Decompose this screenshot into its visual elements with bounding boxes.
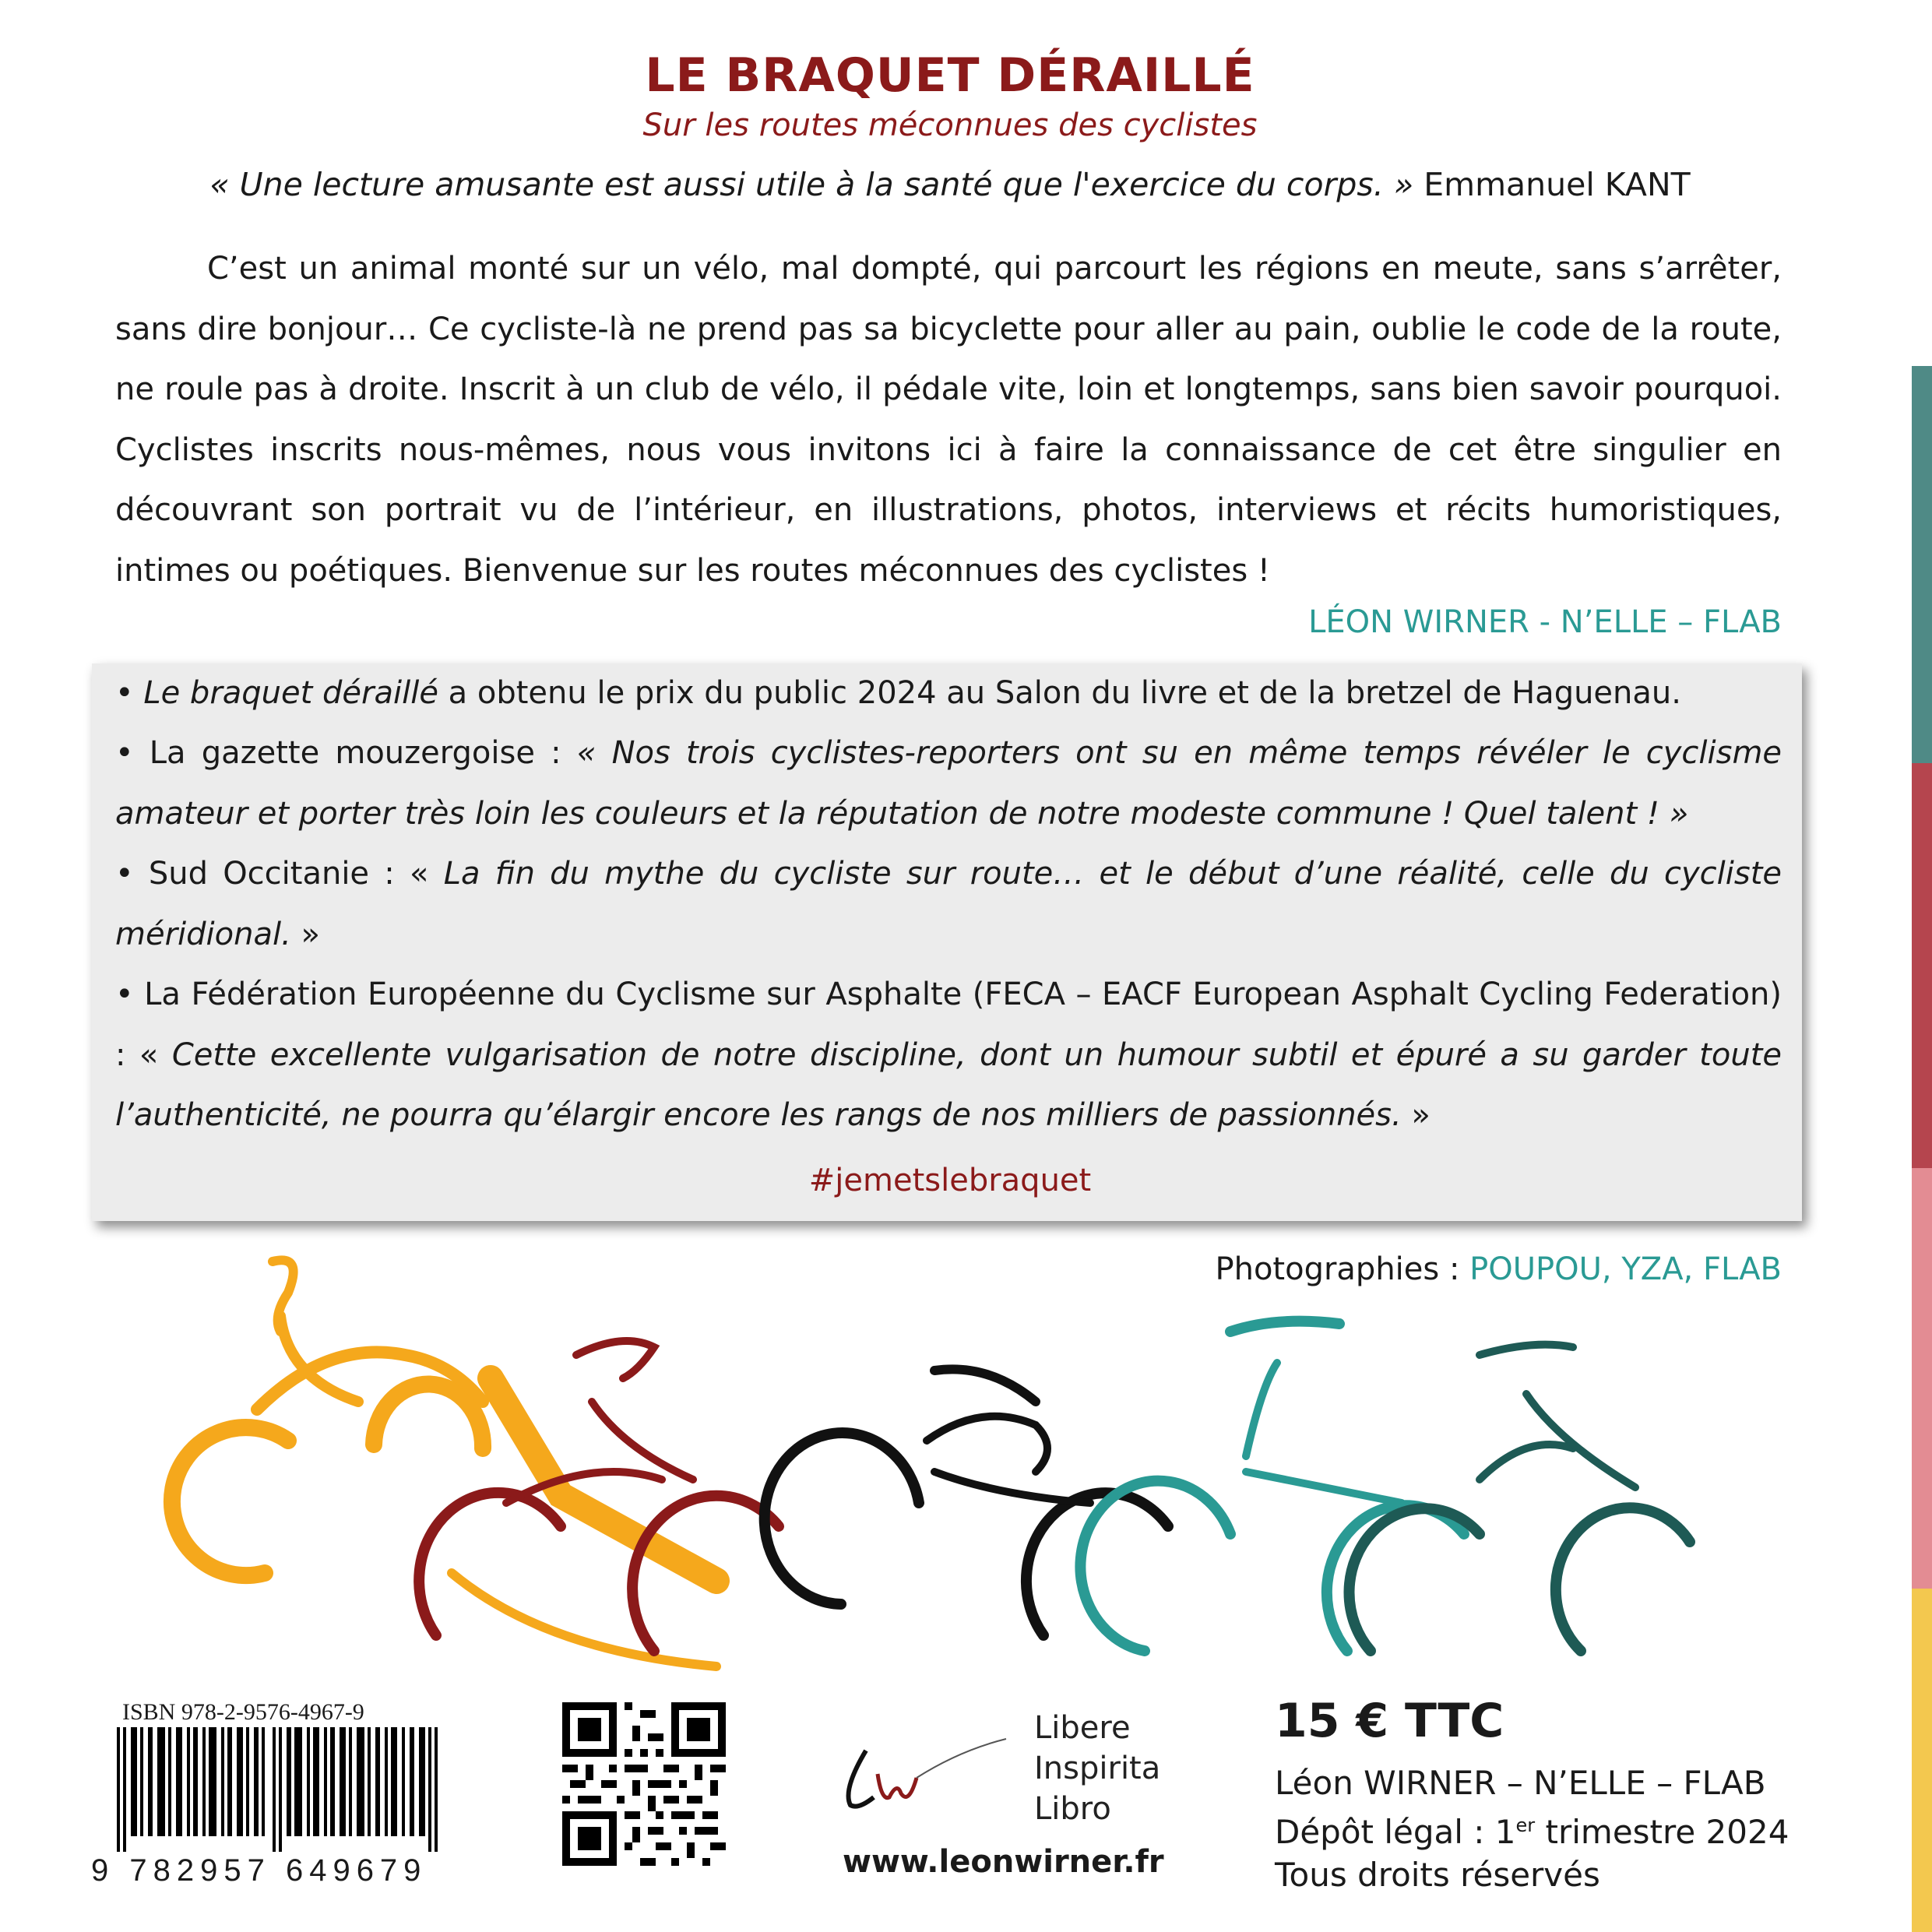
- cyclist-dark-teal-head: [1480, 1345, 1573, 1355]
- website-link[interactable]: www.leonwirner.fr: [843, 1844, 1164, 1880]
- review-gazette-source: La gazette mouzergoise :: [149, 735, 577, 771]
- cyclist-teal-head: [1230, 1321, 1339, 1332]
- cyclist-dark-teal-body: [1480, 1445, 1573, 1480]
- publisher-line-3: Libro: [1034, 1791, 1111, 1827]
- isbn-barcode: [117, 1727, 452, 1852]
- edge-stripe-pink: [1912, 1168, 1932, 1589]
- review-occitanie-quote: La fin du mythe du cycliste sur route… et le début d’une réalité, celle du cycliste méridional.: [115, 856, 1782, 952]
- publisher-name: [1034, 1708, 1160, 1829]
- epigraph: [0, 166, 1900, 203]
- cyclist-black-head: [934, 1369, 1036, 1402]
- edge-stripe-yellow: [1912, 1589, 1932, 1932]
- depot-legal: [1275, 1804, 1789, 1853]
- review-occitanie-source: Sud Occitanie : «: [148, 856, 444, 892]
- logo-swash: [917, 1739, 1006, 1778]
- review-occitanie: [115, 844, 1782, 965]
- cyclist-dark-teal-front-wheel: [1556, 1508, 1690, 1651]
- cyclist-black-arm: [934, 1472, 1090, 1503]
- cyclist-dark-teal: [1350, 1345, 1690, 1651]
- photo-credits-names: POUPOU, YZA, FLAB: [1469, 1251, 1782, 1287]
- depot-legal-ordinal: er: [1515, 1814, 1536, 1836]
- review-occitanie-end: »: [290, 916, 320, 952]
- qr-code[interactable]: [562, 1702, 726, 1866]
- edge-stripe-red: [1912, 763, 1932, 1168]
- legal-info: [1275, 1761, 1789, 1896]
- rights-line: Tous droits réservés: [1275, 1856, 1600, 1894]
- cyclists-illustration: [156, 1246, 1729, 1698]
- photo-credits-label: Photographies :: [1215, 1251, 1470, 1287]
- logo-letter-l: [849, 1751, 875, 1807]
- epigraph-text: « Une lecture amusante est aussi utile à la santé que l'exercice du corps. »: [209, 166, 1414, 203]
- bullet: •: [115, 735, 150, 771]
- edge-stripe-teal: [1912, 366, 1932, 763]
- bullet: •: [115, 856, 149, 892]
- authors-line: Léon WIRNER – N’ELLE – FLAB: [1275, 1764, 1766, 1802]
- publisher-line-2: Inspirita: [1034, 1751, 1161, 1786]
- cyclist-black-rear-wheel: [765, 1433, 919, 1604]
- review-book-title: Le braquet déraillé: [143, 675, 438, 711]
- isbn-label: ISBN 978-2-9576-4967-9: [122, 1699, 364, 1725]
- bullet: •: [115, 977, 145, 1012]
- cyclist-red-arm: [592, 1402, 693, 1480]
- intro-signature: LÉON WIRNER - N’ELLE – FLAB: [1308, 604, 1782, 640]
- cyclist-yellow-rear-wheel: [172, 1427, 288, 1575]
- cyclist-black-body: [927, 1416, 1047, 1472]
- review-gazette: [115, 723, 1782, 844]
- cyclist-teal-arm: [1246, 1472, 1402, 1503]
- cyclist-yellow-tail: [452, 1573, 716, 1666]
- cyclist-dark-teal-arm: [1526, 1394, 1635, 1487]
- cyclist-teal: [1080, 1321, 1464, 1651]
- review-gazette-quote: « Nos trois cyclistes-reporters ont su en même temps révéler le cyclisme amateur et porter très loin les couleurs et la réputation de notre modeste commune ! Quel talent ! »: [115, 735, 1782, 832]
- review-feca-end: »: [1401, 1097, 1431, 1133]
- cyclist-red-rear-wheel: [419, 1493, 561, 1635]
- cyclist-red-head: [576, 1341, 654, 1378]
- book-title: LE BRAQUET DÉRAILLÉ: [645, 48, 1255, 103]
- hashtag: #jemetslebraquet: [808, 1163, 1092, 1198]
- review-feca-source: La Fédération Européenne du Cyclisme sur Asphalte (FECA – EACF European Asphalt Cycling Federation) : «: [115, 977, 1782, 1073]
- review-feca: [115, 965, 1782, 1146]
- logo-letter-w: [878, 1774, 917, 1798]
- book-subtitle: Sur les routes méconnues des cyclistes: [642, 107, 1258, 143]
- publisher-line-1: Libere: [1034, 1710, 1131, 1746]
- cyclist-yellow-front-wheel: [374, 1384, 483, 1448]
- depot-legal-prefix: Dépôt légal : 1: [1275, 1813, 1516, 1851]
- price: 15 € TTC: [1275, 1694, 1504, 1748]
- review-feca-quote: Cette excellente vulgarisation de notre discipline, dont un humour subtil et épuré a su garder toute l’authenticité, ne pourra qu’élargir encore les rangs de nos milliers de passionnés.: [115, 1036, 1782, 1133]
- publisher-logo: [835, 1735, 1014, 1813]
- epigraph-author: Emmanuel KANT: [1423, 166, 1691, 203]
- isbn-digits: 9 782957 649679: [91, 1853, 428, 1888]
- review-prize-text: a obtenu le prix du public 2024 au Salon du livre et de la bretzel de Haguenau.: [438, 675, 1681, 711]
- depot-legal-suffix: trimestre 2024: [1535, 1813, 1789, 1851]
- bullet: •: [115, 675, 144, 711]
- intro-paragraph: C’est un animal monté sur un vélo, mal dompté, qui parcourt les régions en meute, sans s’arrêter, sans dire bonjour… Ce cycliste-là ne prend pas sa bicyclette pour aller au pain, oublie le code de la route, ne roule pas à droite. Inscrit à un club de vélo, il pédale vite, loin et longtemps, sans bien savoir pourquoi. Cyclistes inscrits nous-mêmes, nous vous invitons ici à faire la connaissance de cet être singulier en découvrant son portrait vu de l’intérieur, en illustrations, photos, interviews et récits humoristiques, intimes ou poétiques. Bienvenue sur les routes méconnues des cyclistes !: [115, 251, 1782, 589]
- review-prize: [115, 663, 1782, 724]
- cyclist-teal-body: [1246, 1363, 1277, 1456]
- cyclist-yellow-frame: [491, 1378, 716, 1581]
